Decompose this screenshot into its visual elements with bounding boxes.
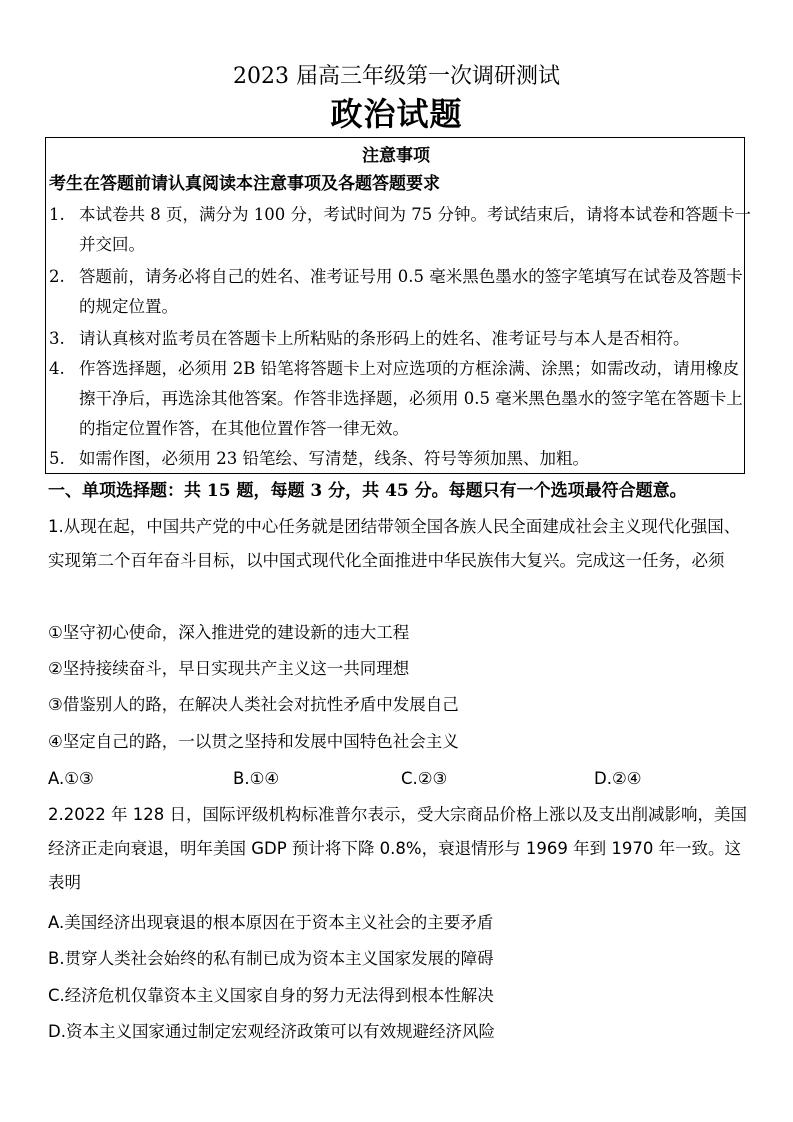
question-2-option-b: B.贯穿人类社会始终的私有制已成为资本主义国家发展的障碍 [48,949,494,968]
exam-subtitle: 2023 届高三年级第一次调研测试 [233,64,560,89]
question-2-option-a: A.美国经济出现衰退的根本原因在于资本主义社会的主要矛盾 [48,913,494,932]
notice-item-text: 本试卷共 8 页，满分为 100 分，考试时间为 75 分钟。考试结束后，请将本试卷和答题卡一并交回。 [79,205,751,254]
notice-lead: 考生在答题前请认真阅读本注意事项及各题答题要求 [49,174,440,194]
notice-box [45,137,751,474]
question-1-statement: ④坚定自己的路，一以贯之坚持和发展中国特色社会主义 [48,732,459,751]
notice-item-text: 答题前，请务必将自己的姓名、准考证号用 0.5 毫米黑色墨水的签字笔填写在试卷及答题卡的规定位置。 [79,267,743,316]
notice-item-number: 1. [49,205,65,224]
question-1-option-d: D.②④ [594,769,642,788]
exam-title: 政治试题 [330,95,463,133]
question-1-option-a: A.①③ [48,769,94,788]
question-1-statement: ①坚守初心使命，深入推进党的建设新的违大工程 [48,623,410,642]
notice-item-text: 请认真核对监考员在答题卡上所粘贴的条形码上的姓名、准考证号与本人是否相符。 [79,329,690,348]
question-1-statement: ③借鉴别人的路，在解决人类社会对抗性矛盾中发展自己 [48,695,459,714]
notice-item-text: 作答选择题，必须用 2B 铅笔将答题卡上对应选项的方框涂满、涂黑；如需改动，请用橡皮擦干净后，再选涂其他答案。作答非选择题，必须用 0.5 毫米黑色墨水的签字笔在答题卡上的指定位置作答，在其他位置作答一律无效。 [79,359,743,438]
question-2-option-d: D.资本主义国家通过制定宏观经济政策可以有效规避经济风险 [48,1022,495,1041]
question-1-option-c: C.②③ [401,769,448,788]
notice-heading: 注意事项 [362,146,430,166]
question-2-option-c: C.经济危机仅靠资本主义国家自身的努力无法得到根本性解决 [48,986,494,1005]
question-1-stem: 1.从现在起，中国共产党的中心任务就是团结带领全国各族人民全面建成社会主义现代化强国、实现第二个百年奋斗目标，以中国式现代化全面推进中华民族伟大复兴。完成这一任务，必须 [48,517,741,570]
section-heading: 一、单项选择题：共 15 题，每题 3 分，共 45 分。每题只有一个选项最符合题意。 [48,481,687,501]
notice-item-number: 2. [49,267,65,286]
notice-item-number: 4. [49,359,65,378]
notice-item-number: 3. [49,329,65,348]
question-2-stem: 2.2022 年 128 日，国际评级机构标准普尔表示，受大宗商品价格上涨以及支出削减影响，美国经济正走向衰退，明年美国 GDP 预计将下降 0.8%，衰退情形与 1969 年到 1970 年一致。这表明 [48,805,747,892]
question-1-statement: ②坚持接续奋斗，早日实现共产主义这一共同理想 [48,659,410,678]
notice-item-number: 5. [49,449,65,468]
question-1-option-b: B.①④ [233,769,280,788]
notice-item-text: 如需作图，必须用 23 铅笔绘、写清楚，线条、符号等须加黑、加粗。 [79,449,589,468]
